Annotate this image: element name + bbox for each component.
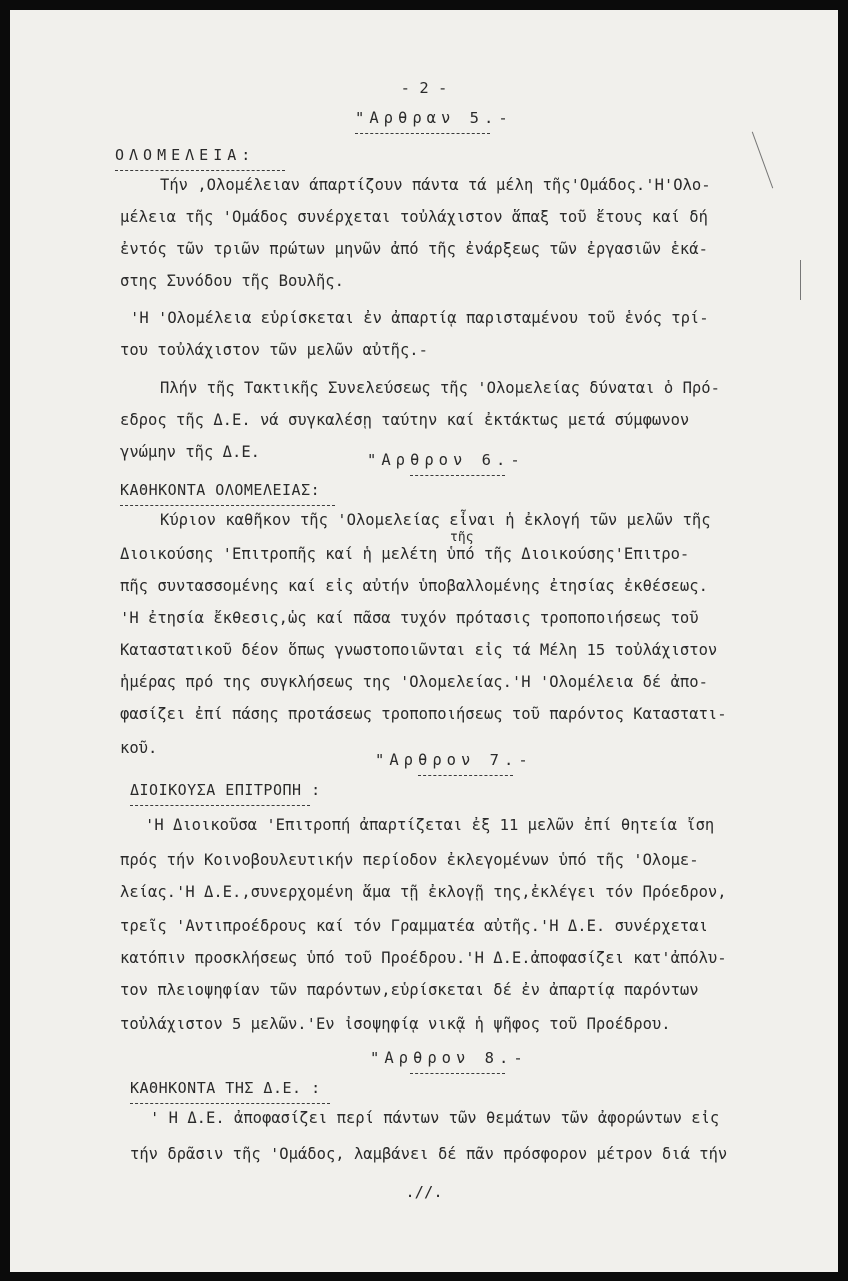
text-line: ἐντός τῶν τριῶν πρώτων μηνῶν ἀπό τῆς ἐνάρξεως τῶν ἐργασιῶν ἑκά- bbox=[120, 240, 708, 258]
text-insert: τῆς bbox=[450, 530, 474, 545]
section-heading: ΚΑΘΗΚΟΝΤΑ ΤΗΣ Δ.Ε. : bbox=[130, 1079, 321, 1097]
text-line: πῆς συντασσομένης καί εἰς αὐτήν ὑποβαλλομένης ἐτησίας ἐκθέσεως. bbox=[120, 577, 708, 595]
text-line: Τήν ,Ολομέλειαν άπαρτίζουν πάντα τά μέλη τῆς'Ομάδος.'Η'Ολο- bbox=[160, 176, 711, 194]
text-line: φασίζει ἐπί πάσης προτάσεως τροποποιήσεως τοῦ παρόντος Καταστατι- bbox=[120, 705, 727, 723]
continuation-mark: .//. bbox=[405, 1183, 443, 1201]
heading-underline bbox=[130, 805, 310, 806]
text-line: εδρος τῆς Δ.Ε. νά συγκαλέσῃ ταύτην καί ἐκτάκτως μετά σύμφωνον bbox=[120, 411, 690, 429]
text-line: μέλεια τῆς 'Ομάδος συνέρχεται τοὐλάχιστον ἅπαξ τοῦ ἔτους καί δή bbox=[120, 208, 708, 226]
scan-speck bbox=[752, 132, 773, 189]
scan-speck bbox=[800, 260, 801, 300]
text-line: γνώμην τῆς Δ.Ε. bbox=[120, 443, 260, 461]
article-underline bbox=[410, 475, 505, 476]
text-line: στης Συνόδου τῆς Βουλῆς. bbox=[120, 272, 344, 290]
article-title: "Αρθρον 6.- bbox=[367, 451, 525, 469]
text-line: τήν δρᾶσιν τῆς 'Ομάδος, λαμβάνει δέ πᾶν πρόσφορον μέτρον διά τήν bbox=[130, 1145, 728, 1163]
article-underline bbox=[418, 775, 513, 776]
section-heading: ΔΙΟΙΚΟΥΣΑ ΕΠΙΤΡΟΠΗ : bbox=[130, 781, 321, 799]
text-line: πρός τήν Κοινοβουλευτικήν περίοδον ἐκλεγομένων ὑπό τῆς 'Ολομε- bbox=[120, 851, 699, 869]
heading-underline bbox=[115, 170, 285, 171]
text-line: τρεῖς 'Αντιπροέδρους καί τόν Γραμματέα αὐτῆς.'Η Δ.Ε. συνέρχεται bbox=[120, 917, 708, 935]
page-number: - 2 - bbox=[400, 79, 448, 97]
article-underline bbox=[410, 1073, 505, 1074]
text-line: ' Η Δ.Ε. ἀποφασίζει περί πάντων τῶν θεμάτων τῶν ἀφορώντων εἰς bbox=[150, 1109, 720, 1127]
text-line: ἡμέρας πρό της συγκλήσεως της 'Ολομελείας.'Η 'Ολομέλεια δέ ἀπο- bbox=[120, 673, 708, 691]
text-line: λείας.'Η Δ.Ε.,συνερχομένη ἅμα τῇ ἐκλογῇ της,ἐκλέγει τόν Πρόεδρον, bbox=[120, 883, 727, 901]
heading-underline bbox=[130, 1103, 330, 1104]
document-page bbox=[10, 10, 838, 1272]
text-line: τον πλειοψηφίαν τῶν παρόντων,εὑρίσκεται δέ ἐν ἀπαρτίᾳ παρόντων bbox=[120, 981, 699, 999]
section-heading: ΚΑΘΗΚΟΝΤΑ ΟΛΟΜΕΛΕΙΑΣ: bbox=[120, 481, 321, 499]
text-line: 'Η 'Ολομέλεια εὑρίσκεται ἐν ἀπαρτίᾳ παρισταμένου τοῦ ἑνός τρί- bbox=[130, 309, 709, 327]
text-line: Πλήν τῆς Τακτικῆς Συνελεύσεως τῆς 'Ολομελείας δύναται ὁ Πρό- bbox=[160, 379, 720, 397]
article-title: "Αρθρον 7.- bbox=[375, 751, 533, 769]
text-line: του τοὐλάχιστον τῶν μελῶν αὐτῆς.- bbox=[120, 341, 428, 359]
text-line: Κύριον καθῆκον τῆς 'Ολομελείας εἶναι ἡ ἐκλογή τῶν μελῶν τῆς bbox=[160, 511, 711, 529]
article-title: "Αρθραν 5.- bbox=[355, 109, 513, 127]
text-line: Καταστατικοῦ δέον ὅπως γνωστοποιῶνται εἰς τά Μέλη 15 τοὐλάχιστον bbox=[120, 641, 718, 659]
heading-underline bbox=[120, 505, 335, 506]
text-line: τοὐλάχιστον 5 μελῶν.'Εν ἰσοψηφίᾳ νικᾷ ἡ ψῆφος τοῦ Προέδρου. bbox=[120, 1015, 671, 1033]
article-title: "Αρθρον 8.- bbox=[370, 1049, 528, 1067]
text-line: 'Η ἐτησία ἔκθεσις,ὡς καί πᾶσα τυχόν πρότασις τροποποιήσεως τοῦ bbox=[120, 609, 699, 627]
text-line: κοῦ. bbox=[120, 739, 158, 757]
text-line: Διοικούσης 'Επιτροπῆς καί ἡ μελέτη ὑπό τῆς Διοικούσης'Επιτρο- bbox=[120, 545, 690, 563]
text-line: 'Η Διοικοῦσα 'Επιτροπή ἀπαρτίζεται ἐξ 11 μελῶν ἐπί θητεία ἴση bbox=[145, 816, 715, 834]
section-heading: ΟΛΟΜΕΛΕΙΑ: bbox=[115, 146, 256, 164]
text-line: κατόπιν προσκλήσεως ὑπό τοῦ Προέδρου.'Η Δ.Ε.ἀποφασίζει κατ'ἀπόλυ- bbox=[120, 949, 727, 967]
article-underline bbox=[355, 133, 490, 134]
